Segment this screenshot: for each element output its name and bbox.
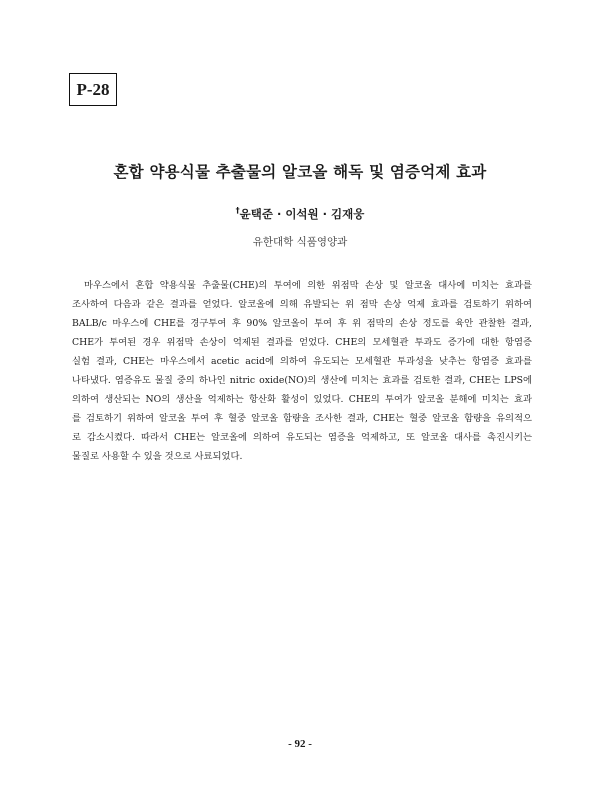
abstract-line: 로 감소시켰다. 따라서 CHE는 알코올에 의하여 유도되는 염증을 억제하고, 또 알코올 대사를 촉진시키는 — [72, 432, 532, 443]
abstract-line: 조사하여 다음과 같은 결과를 얻었다. 알코올에 의해 유발되는 위 점막 손상 억제 효과를 검토하기 위하여 — [72, 299, 532, 310]
abstract-line: 를 검토하기 위하여 알코올 투여 후 혈중 알코올 함량을 조사한 결과, CHE는 혈중 알코올 함량을 유의적으 — [72, 413, 532, 424]
abstract-line: 마우스에서 혼합 약용식물 추출물(CHE)의 투여에 의한 위점막 손상 및 알코올 대사에 미치는 효과를 — [84, 280, 532, 291]
corresponding-author-mark: † — [235, 206, 240, 215]
poster-code-box — [69, 73, 117, 106]
abstract-line: CHE가 투여된 경우 위점막 손상이 억제된 결과를 얻었다. CHE의 모세혈관 투과도 증가에 대한 항염증 — [72, 337, 532, 348]
page-number: - 92 - — [288, 738, 312, 750]
abstract-line: BALB/c 마우스에 CHE를 경구투여 후 90% 알코올이 투여 후 위 점막의 손상 정도를 육안 관찰한 결과, — [72, 318, 532, 329]
abstract-body — [72, 276, 532, 466]
paper-title: 혼합 약용식물 추출물의 알코올 해독 및 염증억제 효과 — [113, 163, 487, 181]
author-names: 윤택준 · 이석원 · 김재웅 — [239, 207, 365, 221]
affiliation: 유한대학 식품영양과 — [252, 236, 348, 248]
abstract-line: 물질로 사용할 수 있을 것으로 사료되었다. — [72, 451, 243, 462]
abstract-line: 의하여 생산되는 NO의 생산을 억제하는 항산화 활성이 있었다. CHE의 투여가 알코올 분해에 미치는 효과 — [72, 394, 532, 405]
authors-line — [0, 206, 600, 222]
abstract-line: 실험 결과, CHE는 마우스에서 acetic acid에 의하여 유도되는 모세혈관 투과성을 낮추는 항염증 효과를 — [72, 356, 532, 367]
poster-code: P-28 — [76, 79, 110, 99]
abstract-line: 나타냈다. 염증유도 물질 중의 하나인 nitric oxide(NO)의 생산에 미치는 효과를 검토한 결과, CHE는 LPS에 — [72, 375, 532, 386]
